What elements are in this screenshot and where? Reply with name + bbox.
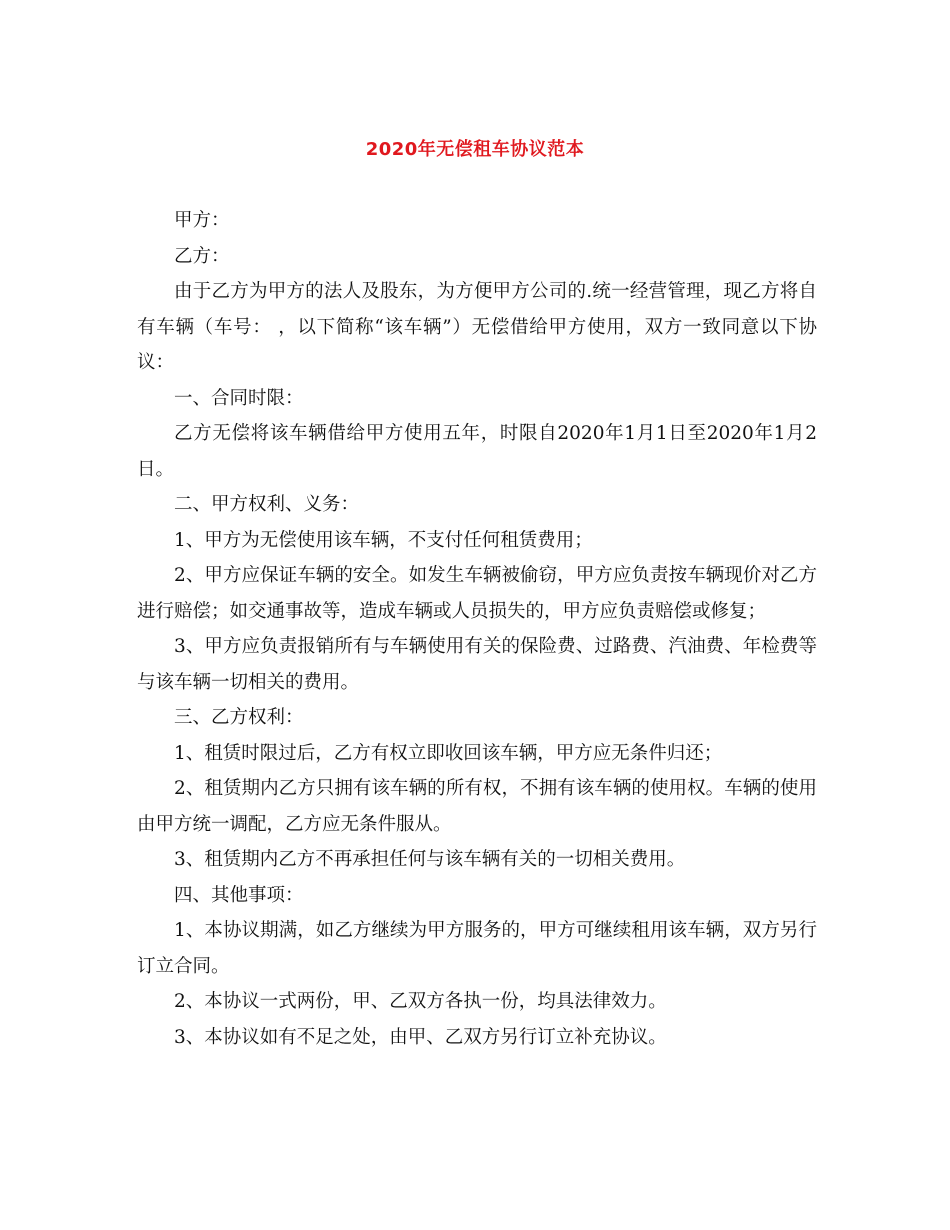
party-a-clause-1: 1、甲方为无偿使用该车辆，不支付任何租赁费用； [174,529,593,551]
party-a-clause-2: 2、甲方应保证车辆的安全。如发生车辆被偷窃，甲方应负责按车辆现价对乙方进行赔偿；如交通事故等，造成车辆或人员损失的，甲方应负责赔偿或修复； [137,565,817,622]
other-clause-3: 3、本协议如有不足之处，由甲、乙双方另行订立补充协议。 [174,1026,667,1048]
party-a-line: 甲方： [174,210,230,231]
document-title: 2020年无偿租车协议范本 [365,139,585,160]
other-clause-1: 1、本协议期满，如乙方继续为甲方服务的，甲方可继续租用该车辆，双方另行订立合同。 [137,920,817,977]
preamble-paragraph: 由于乙方为甲方的法人及股东，为方便甲方公司的.统一经营管理，现乙方将自有车辆（车号： ，以下简称“该车辆”）无偿借给甲方使用，双方一致同意以下协议： [137,281,817,373]
party-b-line: 乙方： [174,245,230,267]
other-clause-2: 2、本协议一式两份，甲、乙双方各执一份，均具法律效力。 [174,991,667,1012]
party-b-clause-3: 3、租赁期内乙方不再承担任何与该车辆有关的一切相关费用。 [174,849,686,870]
section-heading-party-a-rights: 二、甲方权利、义务： [174,494,360,515]
document-body [137,203,817,1055]
section-heading-other: 四、其他事项： [174,884,304,906]
section-heading-term: 一、合同时限： [174,387,304,409]
term-paragraph: 乙方无偿将该车辆借给甲方使用五年，时限自2020年1月1日至2020年1月2日。 [137,423,817,480]
party-b-clause-1: 1、租赁时限过后，乙方有权立即收回该车辆，甲方应无条件归还； [174,742,723,764]
party-a-clause-3: 3、甲方应负责报销所有与车辆使用有关的保险费、过路费、汽油费、年检费等与该车辆一切相关的费用。 [137,636,817,693]
section-heading-party-b-rights: 三、乙方权利： [174,707,304,728]
party-b-clause-2: 2、租赁期内乙方只拥有该车辆的所有权，不拥有该车辆的使用权。车辆的使用由甲方统一调配，乙方应无条件服从。 [137,778,817,835]
